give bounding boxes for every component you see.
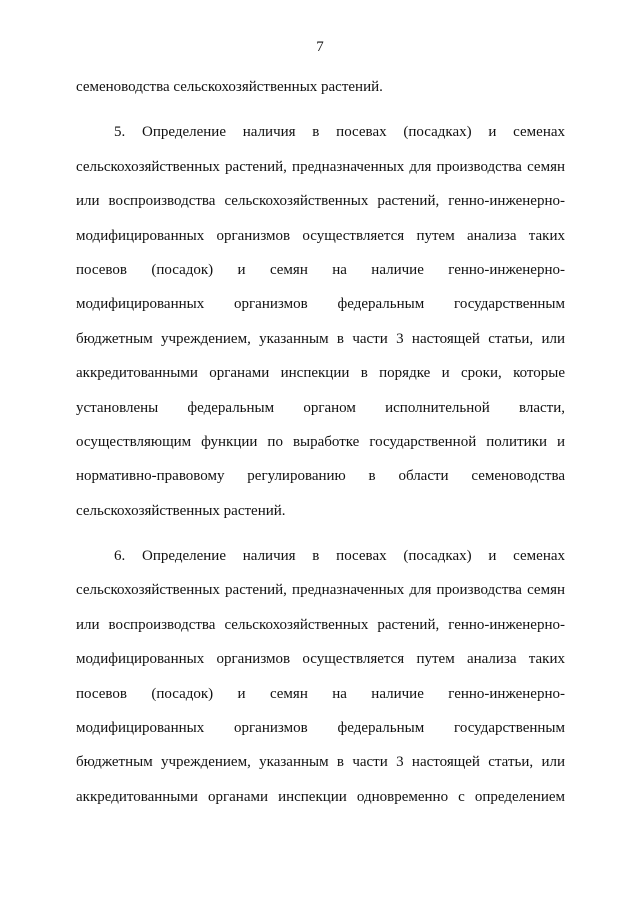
- page-number: 7: [316, 39, 324, 55]
- text-line: 5. Определение наличия в посевах (посадках) и семенах: [114, 124, 565, 141]
- text-line: бюджетным учреждением, указанным в части 3 настоящей статьи, или: [76, 330, 565, 347]
- paragraph-gap: [76, 528, 565, 539]
- text-line: посевов (посадок) и семян на наличие генно-инженерно-: [76, 685, 565, 702]
- text-line: сельскохозяйственных растений.: [76, 502, 286, 519]
- document-body: [76, 70, 565, 814]
- text-line: осуществляющим функции по выработке государственной политики и: [76, 433, 565, 450]
- text-line: 6. Определение наличия в посевах (посадках) и семенах: [114, 548, 565, 565]
- text-line: семеноводства сельскохозяйственных растений.: [76, 79, 383, 95]
- paragraph-6: [76, 539, 565, 814]
- text-line: или воспроизводства сельскохозяйственных растений, генно-инженерно-: [76, 193, 565, 210]
- text-line: аккредитованными органами инспекции одновременно с определением: [76, 788, 565, 805]
- paragraph-5: [76, 115, 565, 528]
- text-line: установлены федеральным органом исполнительной власти,: [76, 399, 565, 416]
- text-line: сельскохозяйственных растений, предназначенных для производства семян: [76, 158, 565, 175]
- text-line: или воспроизводства сельскохозяйственных растений, генно-инженерно-: [76, 616, 565, 633]
- text-line: бюджетным учреждением, указанным в части 3 настоящей статьи, или: [76, 754, 565, 771]
- text-line: модифицированных организмов федеральным государственным: [76, 720, 565, 737]
- text-line: модифицированных организмов осуществляется путем анализа таких: [76, 651, 565, 668]
- text-line: сельскохозяйственных растений, предназначенных для производства семян: [76, 582, 565, 599]
- text-line: аккредитованными органами инспекции в порядке и сроки, которые: [76, 365, 565, 382]
- text-line: посевов (посадок) и семян на наличие генно-инженерно-: [76, 261, 565, 278]
- text-line: модифицированных организмов федеральным государственным: [76, 296, 565, 313]
- text-line: нормативно-правовому регулированию в области семеноводства: [76, 468, 565, 485]
- paragraph-gap: [76, 104, 565, 115]
- text-line: модифицированных организмов осуществляется путем анализа таких: [76, 227, 565, 244]
